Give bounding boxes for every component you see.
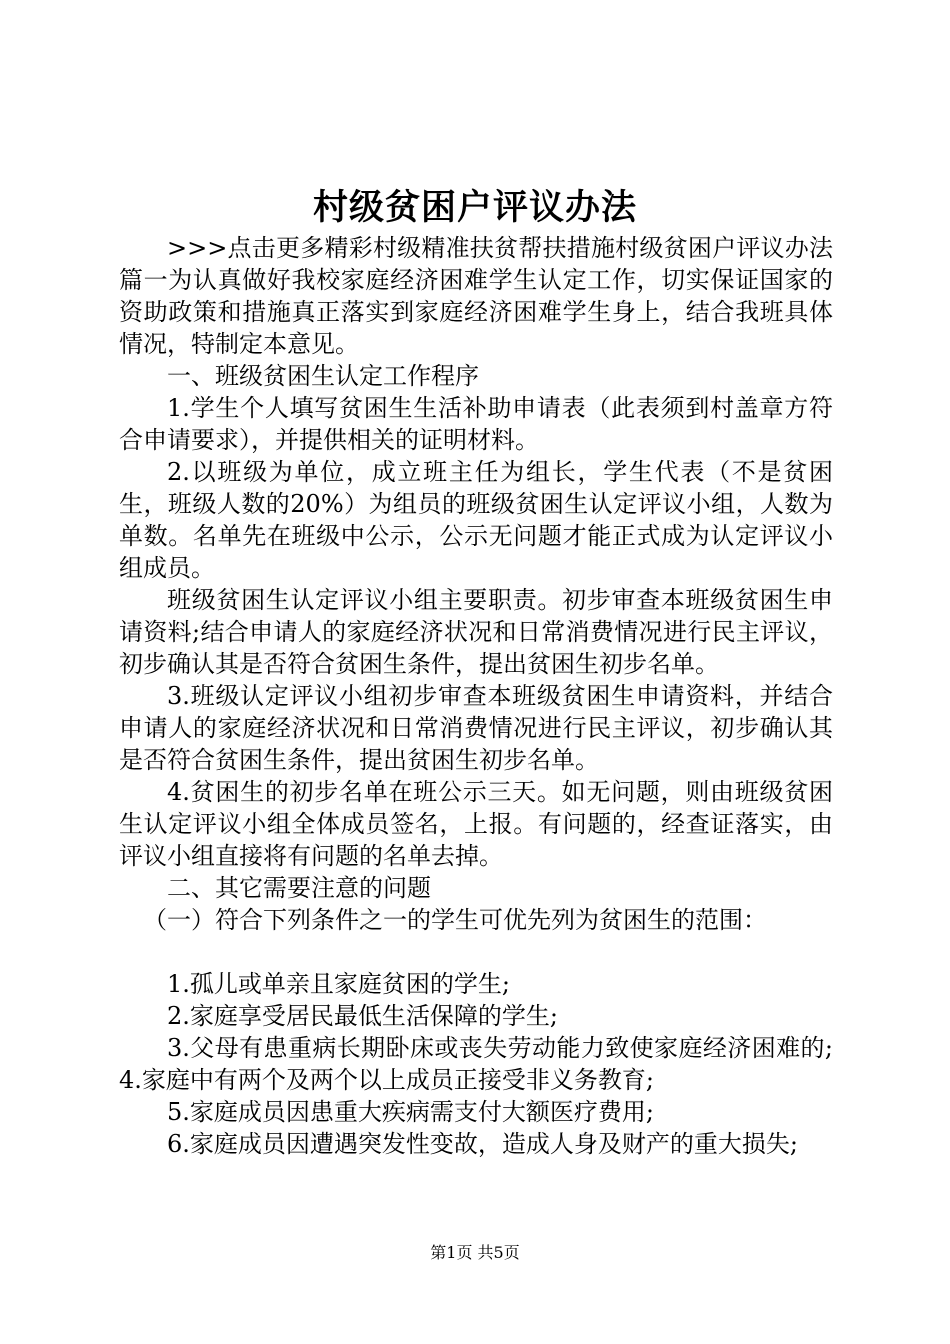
list-item-condition-5: 5.家庭成员因患重大疾病需支付大额医疗费用;: [167, 1098, 654, 1126]
document-body: [119, 232, 833, 1160]
paragraph-intro: >>>点击更多精彩村级精准扶贫帮扶措施村级贫困户评议办法篇一为认真做好我校家庭经济困难学生认定工作，切实保证国家的资助政策和措施真正落实到家庭经济困难学生身上，结合我班具体情况，特制定本意见。: [119, 234, 833, 358]
paragraph-step-3: 3.班级认定评议小组初步审查本班级贫困生申请资料，并结合申请人的家庭经济状况和日常消费情况进行民主评议，初步确认其是否符合贫困生条件，提出贫困生初步名单。: [119, 682, 833, 774]
paragraph-committee-duties: 班级贫困生认定评议小组主要职责。初步审查本班级贫困生申请资料;结合申请人的家庭经济状况和日常消费情况进行民主评议，初步确认其是否符合贫困生条件，提出贫困生初步名单。: [119, 586, 833, 678]
list-item-condition-3-4: 3.父母有患重病长期卧床或丧失劳动能力致使家庭经济困难的;4.家庭中有两个及两个以上成员正接受非义务教育;: [119, 1034, 833, 1094]
list-item-condition-1: 1.孤儿或单亲且家庭贫困的学生;: [167, 970, 510, 998]
section-heading-procedure: 一、班级贫困生认定工作程序: [167, 362, 479, 390]
subsection-heading-priority: （一）符合下列条件之一的学生可优先列为贫困生的范围：: [143, 906, 767, 934]
paragraph-step-4: 4.贫困生的初步名单在班公示三天。如无问题，则由班级贫困生认定评议小组全体成员签名，上报。有问题的，经查证落实，由评议小组直接将有问题的名单去掉。: [119, 778, 833, 870]
page-title: 村级贫困户评议办法: [312, 187, 637, 228]
list-item-condition-6: 6.家庭成员因遭遇突发性变故，造成人身及财产的重大损失;: [167, 1130, 798, 1158]
page-number-indicator: 第1页 共5页: [430, 1243, 520, 1262]
paragraph-step-2: 2.以班级为单位，成立班主任为组长，学生代表（不是贫困生，班级人数的20%）为组员的班级贫困生认定评议小组，人数为单数。名单先在班级中公示，公示无问题才能正式成为认定评议小组成员。: [119, 458, 833, 582]
section-heading-notes: 二、其它需要注意的问题: [167, 874, 431, 902]
list-item-condition-2: 2.家庭享受居民最低生活保障的学生;: [167, 1002, 558, 1030]
paragraph-step-1: 1.学生个人填写贫困生生活补助申请表（此表须到村盖章方符合申请要求），并提供相关的证明材料。: [119, 394, 833, 454]
